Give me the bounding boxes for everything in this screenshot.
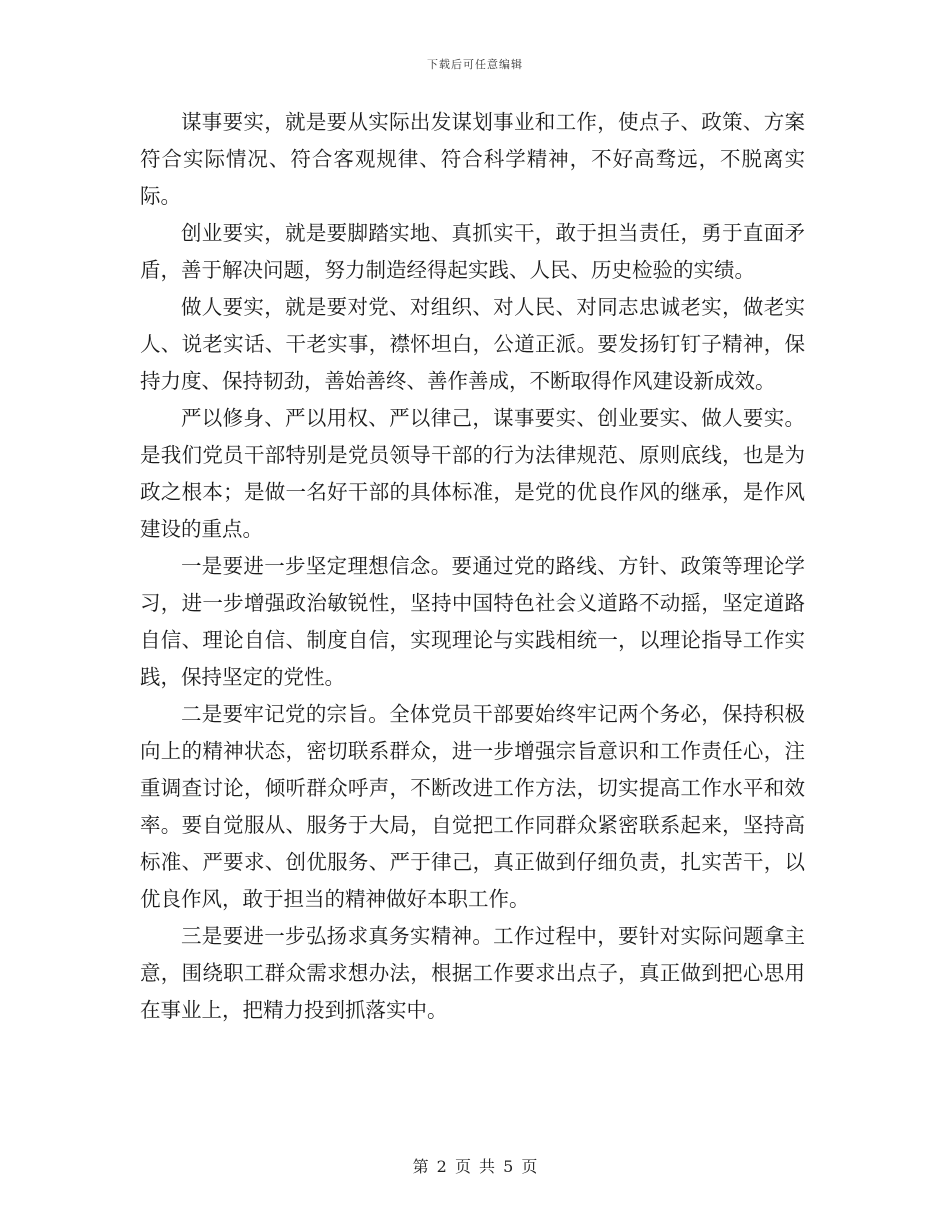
paragraph-7: 三是要进一步弘扬求真务实精神。工作过程中，要针对实际问题拿主意，围绕职工群众需求想办法，根据工作要求出点子，真正做到把心思用在事业上，把精力投到抓落实中。 <box>140 924 805 1022</box>
paragraph-2: 创业要实，就是要脚踏实地、真抓实干，敢于担当责任，勇于直面矛盾，善于解决问题，努力制造经得起实践、人民、历史检验的实绩。 <box>140 221 805 282</box>
document-body <box>140 104 805 1029</box>
paragraph-5: 一是要进一步坚定理想信念。要通过党的路线、方针、政策等理论学习，进一步增强政治敏锐性，坚持中国特色社会义道路不动摇，坚定道路自信、理论自信、制度自信，实现理论与实践相统一，以理论指导工作实践，保持坚定的党性。 <box>140 554 805 689</box>
paragraph-4: 严以修身、严以用权、严以律己，谋事要实、创业要实、做人要实。是我们党员干部特别是党员领导干部的行为法律规范、原则底线，也是为政之根本；是做一名好干部的具体标准，是党的优良作风的继承，是作风建设的重点。 <box>140 406 805 541</box>
paragraph-1: 谋事要实，就是要从实际出发谋划事业和工作，使点子、政策、方案符合实际情况、符合客观规律、符合科学精神，不好高骛远，不脱离实际。 <box>140 110 805 208</box>
page-number-footer: 第 2 页 共 5 页 <box>412 1157 538 1176</box>
paragraph-6: 二是要牢记党的宗旨。全体党员干部要始终牢记两个务必，保持积极向上的精神状态，密切联系群众，进一步增强宗旨意识和工作责任心，注重调查讨论，倾听群众呼声，不断改进工作方法，切实提高工作水平和效率。要自觉服从、服务于大局，自觉把工作同群众紧密联系起来，坚持高标准、严要求、创优服务、严于律己，真正做到仔细负责，扎实苦干，以优良作风，敢于担当的精神做好本职工作。 <box>140 702 805 911</box>
page-header: 下载后可任意编辑 <box>427 58 523 71</box>
paragraph-3: 做人要实，就是要对党、对组织、对人民、对同志忠诚老实，做老实人、说老实话、干老实事，襟怀坦白，公道正派。要发扬钉钉子精神，保持力度、保持韧劲，善始善终、善作善成，不断取得作风建设新成效。 <box>140 295 805 393</box>
